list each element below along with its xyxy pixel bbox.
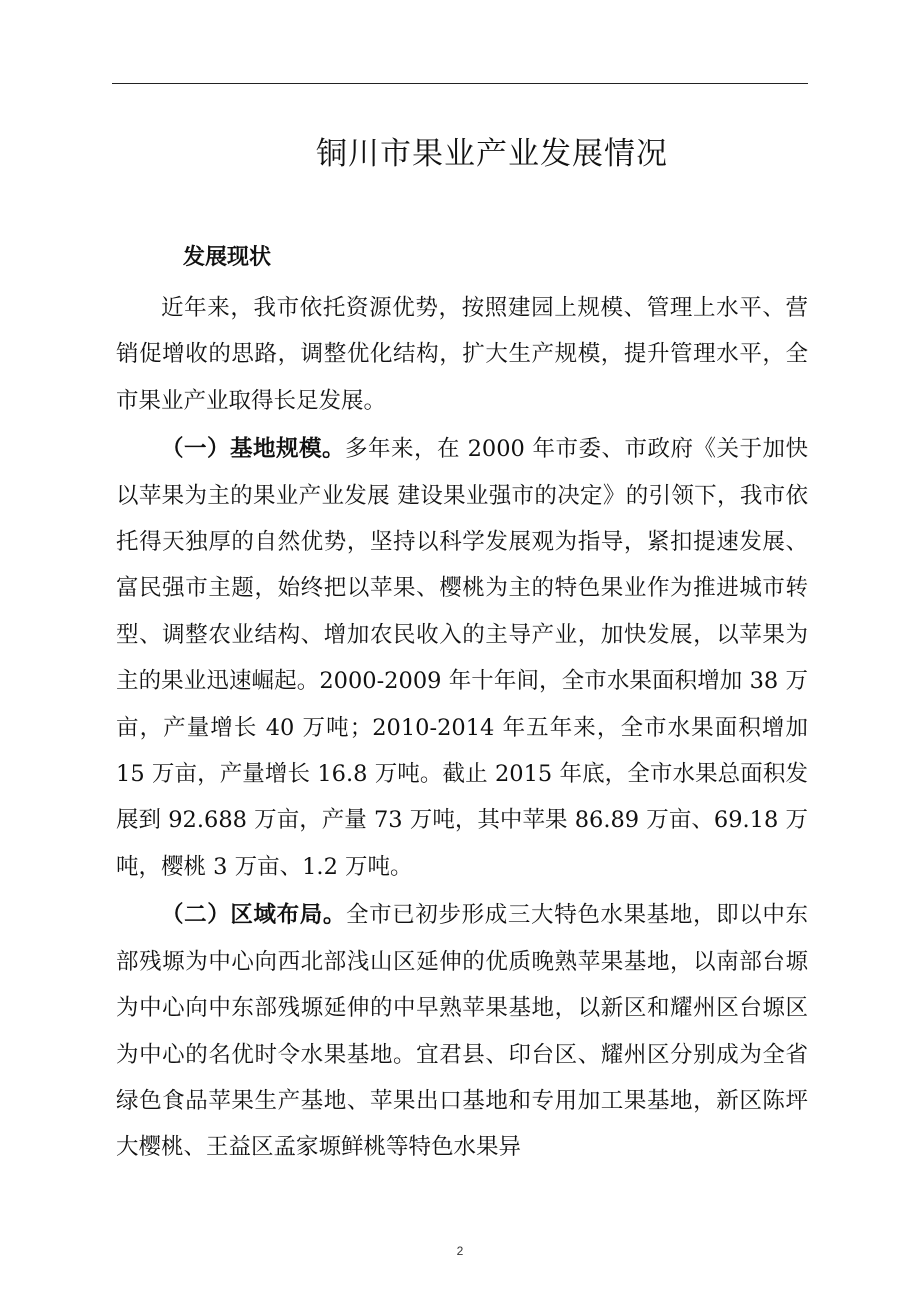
paragraph-text: 近年来，我市依托资源优势，按照建园上规模、管理上水平、营销促增收的思路，调整优化结构，扩大生产规模，提升管理水平，全市果业产业取得长足发展。 <box>116 295 808 414</box>
paragraph-text: 全市已初步形成三大特色水果基地，即以中东部残塬为中心向西北部浅山区延伸的优质晚熟苹果基地，以南部台塬为中心向中东部残塬延伸的中早熟苹果基地，以新区和耀州区台塬区为中心的名优时令水果基地。宜君县、印台区、耀州区分别成为全省绿色食品苹果生产基地、苹果出口基地和专用加工果基地，新区陈坪大樱桃、王益区孟家塬鲜桃等特色水果异 <box>116 902 808 1161</box>
header-rule <box>112 83 808 84</box>
paragraph-text: 多年来，在 2000 年市委、市政府《关于加快以苹果为主的果业产业发展 建设果业强市的决定》的引领下，我市依托得天独厚的自然优势，坚持以科学发展观为指导，紧扣提速发展、富民强市主题，始终把以苹果、樱桃为主的特色果业作为推进城市转型、调整农业结构、增加农民收入的主导产业，加快发展，以苹果为主的果业迅速崛起。2000-2009 年十年间，全市水果面积增加 38 万亩，产量增长 40 万吨；2010-2014 年五年来，全市水果面积增加 15 万亩，产量增长 16.8 万吨。截止 2015 年底，全市水果总面积发展到 92.688 万亩，产量 73 万吨，其中苹果 86.89 万亩、69.18 万吨，樱桃 3 万亩、1.2 万吨。 <box>116 436 808 880</box>
paragraph-intro <box>116 285 808 424</box>
paragraph-lead: （二）区域布局。 <box>161 902 347 929</box>
paragraph-lead: （一）基地规模。 <box>161 436 345 463</box>
page-title: 铜川市果业产业发展情况 <box>316 136 668 172</box>
paragraph-regional-layout <box>116 892 808 1170</box>
paragraph-base-scale <box>116 426 808 890</box>
body-text <box>116 285 808 1171</box>
section-heading: 发展现状 <box>183 245 272 270</box>
page-number: 2 <box>456 1244 464 1258</box>
